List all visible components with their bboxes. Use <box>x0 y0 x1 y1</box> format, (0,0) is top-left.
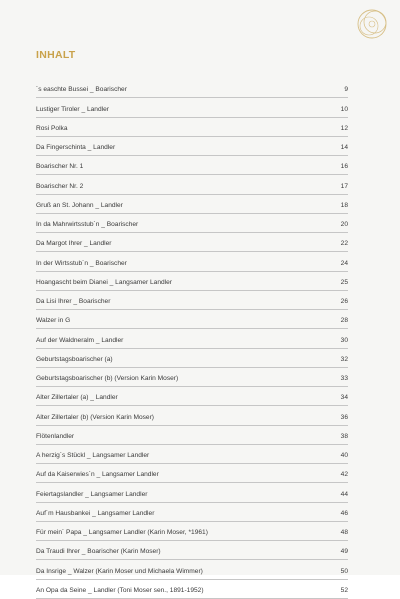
toc-row <box>36 503 348 522</box>
toc-entry-page-number: 20 <box>340 221 348 228</box>
toc-entry-page-number: 34 <box>340 394 348 402</box>
toc-row <box>36 118 348 137</box>
toc-entry-title: Boarischer Nr. 1 <box>36 163 84 171</box>
toc-entry-page-number: 42 <box>340 471 348 479</box>
toc-entry-page-number: 38 <box>340 432 348 440</box>
toc-row <box>36 580 348 599</box>
toc-entry-page-number: 50 <box>340 567 348 575</box>
contents-heading: INHALT <box>36 49 76 61</box>
circle-emblem-icon <box>352 6 392 40</box>
toc-entry-page-number: 22 <box>340 240 348 248</box>
toc-row <box>36 368 348 387</box>
toc-row <box>36 349 348 368</box>
toc-entry-title: Da Traudi Ihrer _ Boarischer (Karin Moser) <box>36 548 161 556</box>
toc-row <box>36 387 348 406</box>
toc-entry-page-number: 16 <box>340 163 348 171</box>
toc-entry-title: Boarischer Nr. 2 <box>36 182 84 190</box>
toc-entry-title: Hoangascht beim Dianei _ Langsamer Landler <box>36 278 172 286</box>
toc-entry-page-number: 49 <box>340 548 348 556</box>
toc-entry-title: Auf´m Hausbankei _ Langsamer Landler <box>36 509 155 517</box>
toc-row <box>36 175 348 194</box>
toc-entry-page-number: 14 <box>340 144 348 151</box>
toc-row <box>36 79 348 98</box>
toc-row <box>36 445 348 464</box>
toc-entry-page-number: 52 <box>340 586 348 594</box>
toc-row <box>36 214 348 233</box>
toc-row <box>36 560 348 579</box>
toc-entry-page-number: 44 <box>340 490 348 498</box>
toc-entry-title: Feiertagslandler _ Langsamer Landler <box>36 490 148 498</box>
toc-row <box>36 156 348 175</box>
toc-entry-title: In da Mahrwirtsstub´n _ Boarischer <box>36 221 139 228</box>
toc-entry-title: Da Insrige _ Walzer (Karin Moser und Michaela Wimmer) <box>36 567 203 575</box>
toc-entry-page-number: 28 <box>340 317 348 325</box>
toc-entry-page-number: 25 <box>340 278 348 286</box>
toc-entry-title: A herzig´s Stückl _ Langsamer Landler <box>36 452 150 459</box>
toc-entry-title: In der Wirtsstub´n _ Boarischer <box>36 259 127 267</box>
toc-entry-page-number: 17 <box>340 182 348 190</box>
toc-row <box>36 406 348 425</box>
toc-row <box>36 522 348 541</box>
toc-entry-page-number: 48 <box>340 529 348 536</box>
toc-entry-page-number: 10 <box>340 105 348 113</box>
toc-row <box>36 137 348 156</box>
toc-row <box>36 483 348 502</box>
toc-row <box>36 195 348 214</box>
toc-entry-page-number: 30 <box>340 336 348 344</box>
toc-entry-title: Auf da Kaiserwies´n _ Langsamer Landler <box>36 471 159 479</box>
toc-entry-title: Da Lisi Ihrer _ Boarischer <box>36 298 111 305</box>
toc-entry-title: Auf der Waldneralm _ Landler <box>36 336 124 344</box>
toc-entry-page-number: 26 <box>340 298 348 305</box>
toc-entry-title: Geburtstagsboarischer (b) (Version Karin Moser) <box>36 375 179 382</box>
toc-entry-title: Gruß an St. Johann _ Landler <box>36 201 123 209</box>
toc-row <box>36 233 348 252</box>
toc-row <box>36 426 348 445</box>
toc-row <box>36 98 348 117</box>
toc-row <box>36 252 348 271</box>
toc-entry-page-number: 12 <box>340 124 348 132</box>
toc-entry-title: Für mein´ Papa _ Langsamer Landler (Karin Moser, *1961) <box>36 529 208 536</box>
toc-entry-title: An Opa da Seine _ Landler (Toni Moser sen., 1891-1952) <box>36 586 204 594</box>
toc-row <box>36 464 348 483</box>
toc-entry-page-number: 24 <box>340 259 348 267</box>
toc-entry-page-number: 9 <box>344 86 348 94</box>
toc-row <box>36 310 348 329</box>
toc-entry-page-number: 32 <box>340 355 348 363</box>
toc-row <box>36 541 348 560</box>
toc-entry-page-number: 18 <box>340 201 348 209</box>
toc-row <box>36 291 348 310</box>
toc-entry-title: Alter Zillertaler (b) (Version Karin Moser) <box>36 413 154 421</box>
toc-entry-page-number: 36 <box>340 413 348 421</box>
toc-entry-title: Lustiger Tiroler _ Landler <box>36 105 109 113</box>
toc-entry-title: Walzer in G <box>36 317 71 325</box>
toc-entry-title: Alter Zillertaler (a) _ Landler <box>36 394 118 402</box>
toc-entry-title: Flötenlandler <box>36 432 75 440</box>
toc-row <box>36 272 348 291</box>
toc-entry-title: Rosi Polka <box>36 124 68 132</box>
toc-entry-title: ´s easchte Bussei _ Boarischer <box>36 86 127 94</box>
toc-entry-page-number: 33 <box>340 375 348 382</box>
toc-entry-page-number: 40 <box>340 452 348 459</box>
table-of-contents <box>36 79 348 599</box>
toc-entry-title: Da Margot Ihrer _ Landler <box>36 240 112 248</box>
toc-entry-title: Geburtstagsboarischer (a) <box>36 355 113 363</box>
toc-entry-title: Da Fingerschinta _ Landler <box>36 144 116 151</box>
toc-entry-page-number: 46 <box>340 509 348 517</box>
toc-row <box>36 329 348 348</box>
